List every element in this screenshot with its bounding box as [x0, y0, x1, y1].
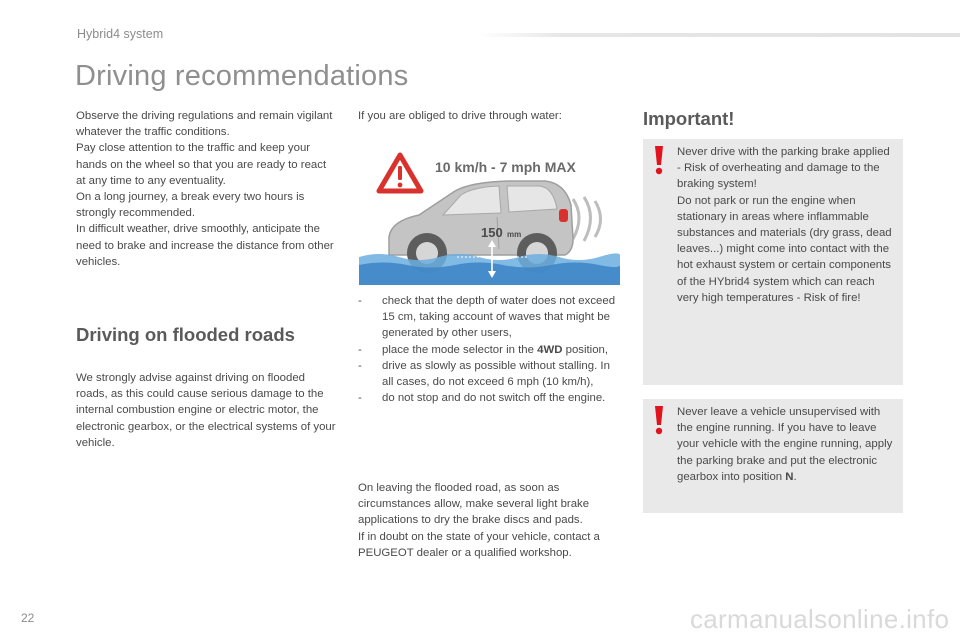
- intro-paragraph: [76, 108, 338, 270]
- important-heading: Important!: [643, 108, 735, 129]
- water-intro: [358, 108, 620, 124]
- flooded-road-illustration: [359, 139, 620, 285]
- wave-motion-lines: [573, 197, 601, 241]
- depth-unit: mm: [507, 230, 522, 239]
- header-divider: [478, 33, 960, 37]
- intro-line: In difficult weather, drive smoothly, anticipate the need to brake and increase the distance from other vehicles.: [76, 223, 334, 268]
- page-number: 22: [21, 611, 35, 625]
- watermark: carmanualsonline.info: [690, 604, 950, 634]
- intro-line: Pay close attention to the traffic and keep your hands on the wheel so that you are ready to react at any time to any eventuality.: [76, 142, 327, 187]
- warning-triangle-icon: [379, 155, 421, 191]
- gear-position-n: N: [785, 470, 794, 483]
- water-intro-text: If you are obliged to drive through water:: [358, 110, 562, 122]
- warning-text: Never drive with the parking brake applied - Risk of overheating and damage to the braking system! Do not park or run the engine when stationary in areas where inflammable substances and materials (dry grass, dead leaves...) might come into contact with the hot exhaust system or certain components of the HYbrid4 system which can reach very high temperatures - Risk of fire!: [677, 146, 892, 304]
- list-item: - place the mode selector in the 4WD position,: [358, 343, 609, 356]
- water-level: [359, 253, 620, 285]
- list-item: - do not stop and do not switch off the engine.: [358, 392, 606, 405]
- exclamation-icon: [652, 145, 666, 175]
- list-item: - check that the depth of water does not exceed 15 cm, taking account of waves that might be generated by other users,: [358, 295, 616, 340]
- flooded-roads-paragraph: [76, 370, 338, 451]
- mode-4wd: 4WD: [537, 343, 563, 356]
- after-flood-paragraph: [358, 480, 620, 561]
- warning-box-unsupervised: [643, 399, 903, 513]
- section-header: Hybrid4 system: [77, 27, 164, 41]
- after-flood-line: On leaving the flooded road, as soon as circumstances allow, make several light brake applications to dry the brake discs and pads.: [358, 482, 590, 527]
- list-item: - drive as slowly as possible without stalling. In all cases, do not exceed 6 mph (10 km/h),: [358, 359, 610, 389]
- page-title: Driving recommendations: [75, 60, 409, 92]
- exclamation-icon: [652, 405, 666, 435]
- depth-value: 150: [481, 225, 503, 240]
- after-flood-line: If in doubt on the state of your vehicle, contact a PEUGEOT dealer or a qualified workshop.: [358, 530, 600, 559]
- speed-limit-label: 10 km/h - 7 mph MAX: [435, 159, 576, 175]
- intro-line: Observe the driving regulations and remain vigilant whatever the traffic conditions.: [76, 110, 333, 139]
- warning-box-parking-brake: [643, 139, 903, 385]
- water-driving-steps: [358, 293, 622, 406]
- intro-line: On a long journey, a break every two hours is strongly recommended.: [76, 191, 305, 220]
- flooded-roads-text: We strongly advise against driving on flooded roads, as this could cause serious damage to the internal combustion engine or electric motor, the electronic gearbox, or the electrical systems of your vehicle.: [76, 372, 336, 449]
- flooded-roads-heading: Driving on flooded roads: [76, 324, 295, 345]
- warning-text: Never leave a vehicle unsupervised with the engine running. If you have to leave your vehicle with the engine running, apply the parking brake and put the electronic gearbox into position N.: [677, 406, 893, 483]
